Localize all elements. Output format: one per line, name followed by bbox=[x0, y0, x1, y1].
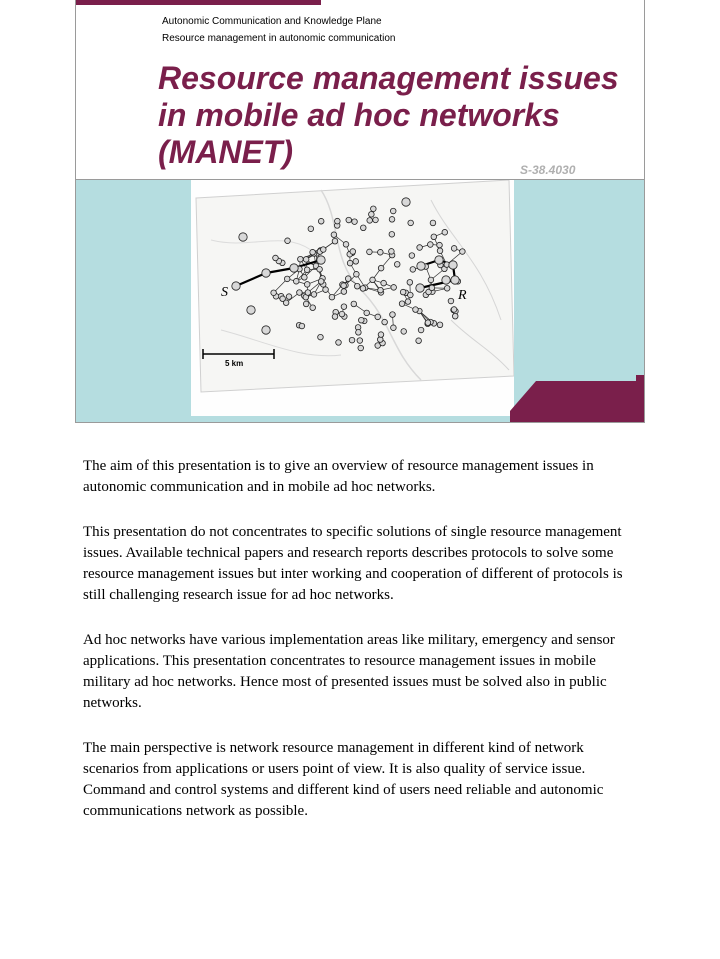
top-accent-bar bbox=[76, 0, 321, 5]
network-node bbox=[448, 298, 454, 304]
network-node bbox=[317, 256, 325, 264]
network-node bbox=[437, 248, 443, 254]
network-node bbox=[451, 246, 457, 252]
network-node bbox=[341, 283, 347, 289]
network-node bbox=[409, 253, 415, 259]
network-node bbox=[350, 249, 356, 255]
network-node bbox=[460, 249, 466, 255]
notes-paragraph: The main perspective is network resource management in different kind of network scenarios from applications or users point of view. It is also quality of service issue. Command and control systems and different kind of users need reliable and autonomic communications network as possible. bbox=[83, 740, 604, 819]
course-code: S-38.4030 bbox=[520, 163, 576, 177]
network-node bbox=[286, 294, 292, 300]
network-node bbox=[425, 320, 431, 326]
network-node bbox=[293, 278, 299, 284]
network-node bbox=[356, 330, 362, 336]
corner-decoration bbox=[510, 375, 645, 423]
manet-map-figure bbox=[191, 180, 514, 416]
network-node bbox=[329, 294, 335, 300]
network-node bbox=[304, 282, 310, 288]
network-node bbox=[444, 285, 450, 291]
network-node bbox=[401, 329, 407, 335]
network-node bbox=[304, 267, 310, 273]
network-node bbox=[331, 232, 337, 238]
network-node bbox=[308, 226, 314, 232]
figure-band bbox=[76, 180, 645, 423]
network-node bbox=[336, 340, 342, 346]
network-node bbox=[378, 287, 384, 293]
network-node bbox=[389, 231, 395, 237]
network-node bbox=[407, 280, 413, 286]
network-node bbox=[262, 269, 270, 277]
network-node bbox=[378, 265, 384, 271]
network-node bbox=[357, 338, 363, 344]
network-node bbox=[290, 264, 298, 272]
network-node bbox=[435, 256, 443, 264]
network-node bbox=[437, 242, 443, 248]
destination-label: R bbox=[458, 288, 467, 303]
slide bbox=[75, 0, 645, 423]
network-node bbox=[285, 238, 291, 244]
network-node bbox=[367, 249, 373, 255]
source-label: S bbox=[221, 285, 228, 300]
network-node bbox=[247, 306, 255, 314]
network-node bbox=[428, 277, 434, 283]
network-node bbox=[408, 292, 414, 298]
network-node bbox=[389, 249, 395, 255]
network-node bbox=[402, 198, 410, 206]
network-node bbox=[347, 260, 353, 266]
network-node bbox=[400, 289, 406, 295]
network-node bbox=[364, 310, 370, 316]
speaker-notes bbox=[83, 456, 643, 846]
network-node bbox=[378, 332, 384, 338]
network-node bbox=[390, 208, 396, 214]
network-node bbox=[417, 262, 425, 270]
network-node bbox=[451, 307, 457, 313]
notes-paragraph: The aim of this presentation is to give an overview of resource management issues in autonomic communication and in mobile ad hoc networks. bbox=[83, 458, 594, 495]
network-node bbox=[389, 217, 395, 223]
network-node bbox=[416, 284, 424, 292]
notes-paragraph: Ad hoc networks have various implementation areas like military, emergency and sensor applications. This presentation concentrates to resource management issues in mobile military ad hoc networks. Hence most of presented issues must be solved also in public networks. bbox=[83, 632, 615, 711]
network-node bbox=[335, 218, 341, 224]
network-node bbox=[239, 233, 247, 241]
network-node bbox=[429, 285, 435, 291]
network-node bbox=[382, 319, 388, 325]
network-node bbox=[303, 257, 309, 263]
network-node bbox=[431, 234, 437, 240]
network-node bbox=[299, 323, 305, 329]
network-node bbox=[451, 276, 459, 284]
network-node bbox=[332, 238, 338, 244]
network-node bbox=[408, 220, 414, 226]
notes-paragraph: This presentation do not concentrates to specific solutions of single resource management issues. Available technical papers and research reports describes protocols to solve some resource management issues but inter working and cooperation of different of protocols is still challenging research issue for ad hoc networks. bbox=[83, 524, 623, 603]
network-node bbox=[345, 276, 351, 282]
network-node bbox=[391, 285, 397, 291]
network-node bbox=[416, 338, 422, 344]
network-node bbox=[351, 301, 357, 307]
network-node bbox=[297, 290, 303, 296]
network-node bbox=[360, 286, 366, 292]
network-node bbox=[298, 256, 304, 262]
network-node bbox=[311, 292, 317, 298]
network-node bbox=[442, 229, 448, 235]
network-node bbox=[353, 259, 359, 265]
slide-title: Resource management issues in mobile ad hoc networks (MANET) bbox=[158, 60, 619, 170]
network-node bbox=[318, 279, 324, 285]
network-node bbox=[418, 327, 424, 333]
network-node bbox=[318, 218, 324, 224]
network-node bbox=[381, 280, 387, 286]
network-node bbox=[310, 305, 316, 311]
network-node bbox=[343, 242, 349, 248]
network-node bbox=[349, 337, 355, 343]
network-node bbox=[371, 206, 377, 212]
network-node bbox=[390, 312, 396, 318]
network-node bbox=[369, 212, 375, 218]
network-node bbox=[449, 261, 457, 269]
network-node bbox=[280, 296, 286, 302]
network-node bbox=[332, 314, 338, 320]
network-node bbox=[320, 247, 326, 253]
network-node bbox=[378, 249, 384, 255]
network-node bbox=[375, 314, 381, 320]
network-node bbox=[370, 277, 376, 283]
network-node bbox=[354, 283, 360, 289]
network-node bbox=[442, 276, 450, 284]
network-node bbox=[410, 267, 416, 273]
network-node bbox=[358, 317, 364, 323]
manet-map bbox=[191, 180, 514, 416]
network-node bbox=[310, 249, 316, 255]
network-node bbox=[346, 217, 352, 223]
network-node bbox=[341, 289, 347, 295]
network-node bbox=[323, 287, 329, 293]
network-node bbox=[373, 217, 379, 223]
scale-label: 5 km bbox=[225, 359, 244, 368]
network-node bbox=[341, 304, 347, 310]
network-node bbox=[262, 326, 270, 334]
network-node bbox=[271, 290, 277, 296]
network-node bbox=[354, 271, 360, 277]
network-node bbox=[318, 334, 324, 340]
network-node bbox=[399, 301, 405, 307]
network-node bbox=[352, 219, 358, 225]
network-node bbox=[437, 322, 443, 328]
network-node bbox=[302, 275, 308, 281]
network-node bbox=[360, 225, 366, 231]
network-node bbox=[339, 311, 345, 317]
network-node bbox=[232, 282, 240, 290]
header-subtitle: Resource management in autonomic communication bbox=[162, 33, 396, 44]
network-node bbox=[413, 307, 419, 313]
network-node bbox=[284, 276, 290, 282]
network-node bbox=[303, 301, 309, 307]
header-course-name: Autonomic Communication and Knowledge Plane bbox=[162, 16, 382, 27]
network-node bbox=[405, 299, 411, 305]
network-node bbox=[367, 218, 373, 224]
network-node bbox=[358, 345, 364, 351]
network-node bbox=[305, 290, 311, 296]
network-node bbox=[428, 242, 434, 248]
network-node bbox=[273, 255, 279, 261]
network-node bbox=[452, 313, 458, 319]
network-node bbox=[394, 262, 400, 268]
network-node bbox=[417, 245, 423, 251]
network-node bbox=[317, 266, 323, 272]
network-node bbox=[430, 220, 436, 226]
network-node bbox=[391, 325, 397, 331]
